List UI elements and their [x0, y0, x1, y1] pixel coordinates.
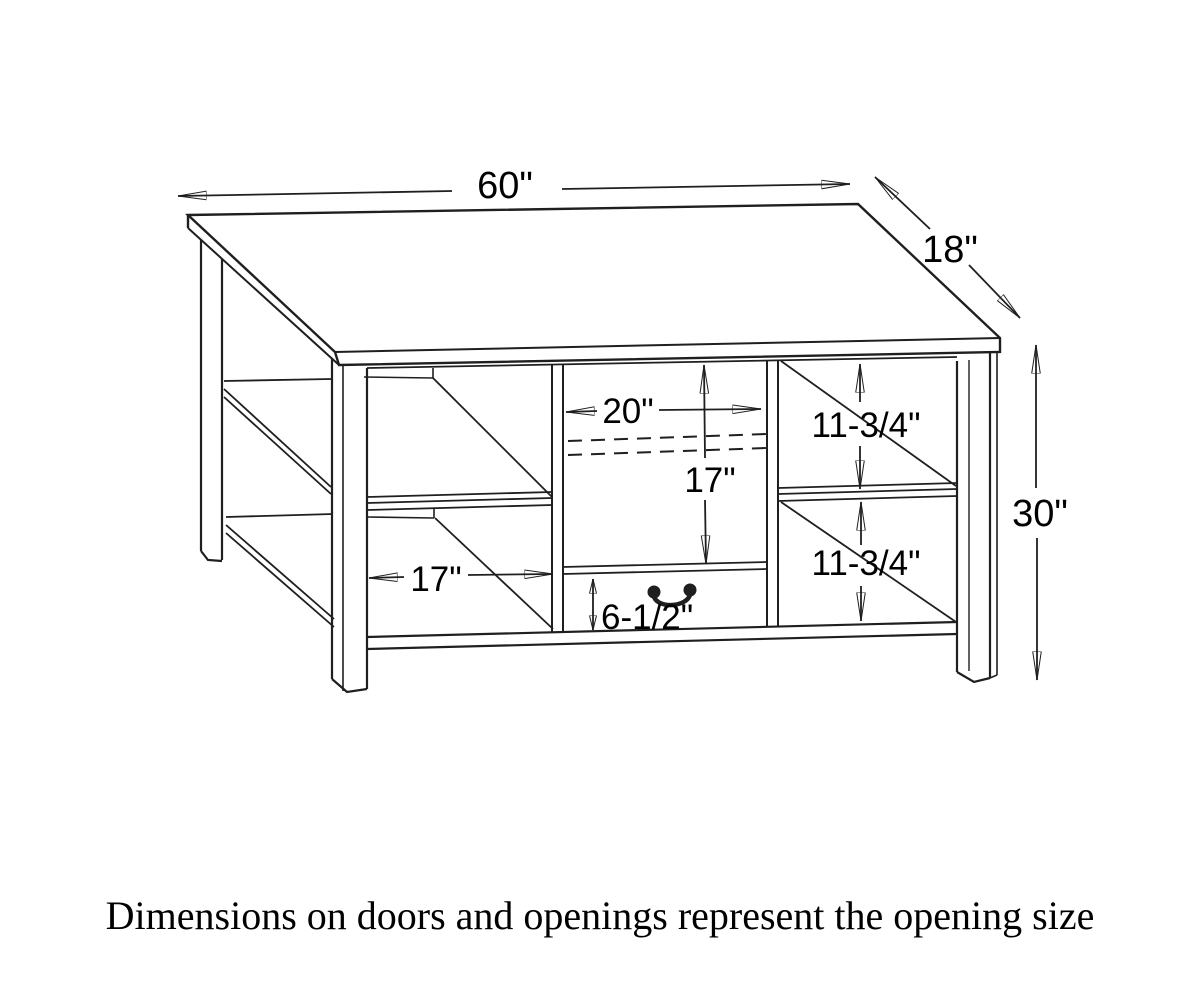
- dim-left-opening-width: [369, 560, 553, 599]
- dim-center-opening-width: [566, 392, 761, 431]
- center-opening-width-label: 20": [602, 392, 654, 431]
- dim-center-opening-height: [684, 365, 735, 564]
- dim-right-top-opening-height: [811, 364, 920, 489]
- dim-drawer-opening-height: [593, 579, 693, 637]
- drawer-opening-height-label: 6-1/2": [601, 598, 694, 637]
- right-top-opening-height-label: 11-3/4": [811, 406, 921, 445]
- overall-height-label: 30": [1012, 493, 1068, 535]
- overall-width-label: 60": [477, 165, 533, 207]
- dim-right-bottom-opening-height: [811, 502, 920, 621]
- right-bottom-opening-height-label: 11-3/4": [811, 544, 921, 583]
- tabletop: [188, 204, 1000, 365]
- overall-depth-label: 18": [922, 229, 978, 271]
- rear-left-leg: [201, 240, 222, 561]
- front-right-leg: [957, 353, 997, 682]
- left-opening-width-label: 17": [410, 560, 462, 599]
- left-side-shelves: [224, 379, 334, 627]
- front-left-leg: [332, 358, 367, 692]
- drawer-top-shelf: [563, 562, 767, 574]
- dim-overall-height: [1012, 345, 1068, 680]
- dim-overall-depth: [875, 177, 1020, 318]
- left-middle-shelf: [367, 492, 552, 510]
- center-opening-height-label: 17": [684, 461, 736, 500]
- adjustable-shelf-dashed-lines: [568, 434, 767, 455]
- right-middle-shelf: [778, 483, 957, 501]
- dim-overall-width: [178, 165, 850, 207]
- diagram-caption: Dimensions on doors and openings represent the opening size: [105, 893, 1095, 938]
